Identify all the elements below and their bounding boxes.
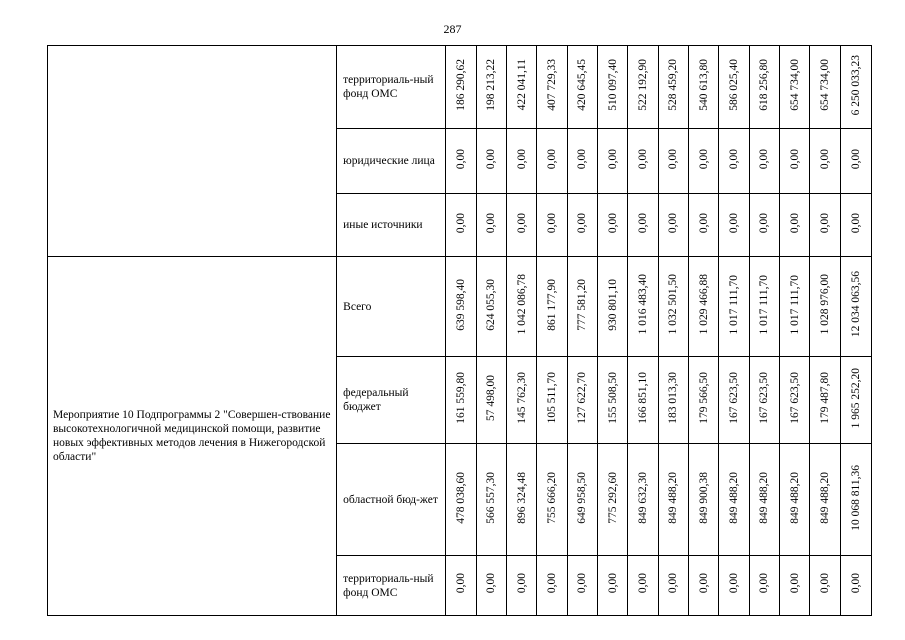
value-text: 849 632,30 <box>636 471 649 524</box>
value-text: 1 032 501,50 <box>667 274 680 335</box>
value-text: 1 017 111,70 <box>758 274 771 335</box>
value-text: 422 041,11 <box>515 59 528 111</box>
value-cell <box>597 194 627 257</box>
value-text: 478 038,60 <box>455 471 467 524</box>
value-cell <box>719 357 749 444</box>
value-cell <box>628 194 658 257</box>
table-body <box>48 46 872 616</box>
value-cell <box>628 46 658 129</box>
value-cell <box>567 46 597 129</box>
value-cell <box>507 556 537 616</box>
value-cell <box>476 46 506 129</box>
value-cell <box>476 257 506 357</box>
value-cell <box>688 444 718 556</box>
value-text: 0,00 <box>576 573 589 594</box>
value-text: 0,00 <box>606 212 619 234</box>
value-cell <box>476 194 506 257</box>
value-text: 0,00 <box>818 573 831 594</box>
value-text: 127 622,70 <box>576 372 589 424</box>
value-cell <box>597 556 627 616</box>
value-cell <box>507 194 537 257</box>
value-cell <box>719 257 749 357</box>
value-text: 528 459,20 <box>667 59 680 111</box>
value-cell <box>658 46 688 129</box>
value-cell <box>749 194 779 257</box>
value-text: 566 557,30 <box>485 471 498 524</box>
value-text: 0,00 <box>697 148 710 170</box>
total-value-cell <box>840 46 871 129</box>
value-text: 0,00 <box>667 573 680 594</box>
value-cell <box>446 357 476 444</box>
value-cell <box>779 129 809 194</box>
value-text: 639 598,40 <box>455 278 467 331</box>
value-cell <box>446 444 476 556</box>
value-cell <box>537 444 567 556</box>
value-text: 0,00 <box>576 148 589 170</box>
value-text: 0,00 <box>727 212 740 234</box>
value-text: 0,00 <box>788 148 801 170</box>
value-text: 167 623,50 <box>727 372 740 424</box>
value-text: 166 851,10 <box>636 372 649 424</box>
value-text: 0,00 <box>849 573 862 594</box>
value-cell <box>537 257 567 357</box>
value-text: 0,00 <box>849 212 862 234</box>
total-value-cell <box>840 129 871 194</box>
value-cell <box>567 194 597 257</box>
value-cell <box>719 129 749 194</box>
value-cell <box>810 444 840 556</box>
value-text: 0,00 <box>758 573 771 594</box>
source-cell: юридические лица <box>337 129 446 194</box>
value-cell <box>719 444 749 556</box>
value-text: 0,00 <box>727 573 740 594</box>
value-text: 186 290,62 <box>455 59 467 111</box>
value-text: 0,00 <box>758 212 771 234</box>
value-text: 179 487,80 <box>818 372 831 424</box>
source-cell: федеральный бюджет <box>337 357 446 444</box>
total-value-cell <box>840 556 871 616</box>
value-text: 10 068 811,36 <box>849 464 862 531</box>
value-cell <box>688 556 718 616</box>
value-text: 849 488,20 <box>727 471 740 524</box>
value-cell <box>779 444 809 556</box>
value-cell <box>628 129 658 194</box>
total-value-cell <box>840 194 871 257</box>
value-cell <box>507 257 537 357</box>
value-text: 145 762,30 <box>515 372 528 424</box>
value-cell <box>658 129 688 194</box>
value-cell <box>537 556 567 616</box>
total-value-cell <box>840 357 871 444</box>
value-cell <box>688 257 718 357</box>
value-text: 0,00 <box>636 212 649 234</box>
value-cell <box>507 444 537 556</box>
value-text: 161 559,80 <box>455 372 467 424</box>
value-text: 1 017 111,70 <box>788 274 801 335</box>
value-cell <box>537 46 567 129</box>
value-cell <box>749 257 779 357</box>
value-text: 1 028 976,00 <box>818 274 831 335</box>
value-cell <box>537 129 567 194</box>
value-cell <box>628 357 658 444</box>
value-cell <box>446 194 476 257</box>
value-text: 0,00 <box>576 212 589 234</box>
value-cell <box>779 357 809 444</box>
source-cell: областной бюд-жет <box>337 444 446 556</box>
value-text: 777 581,20 <box>576 278 589 331</box>
value-text: 155 508,50 <box>606 372 619 424</box>
value-text: 0,00 <box>515 212 528 234</box>
value-cell <box>567 556 597 616</box>
value-text: 0,00 <box>758 148 771 170</box>
value-text: 0,00 <box>636 148 649 170</box>
value-text: 1 017 111,70 <box>727 274 740 335</box>
value-text: 775 292,60 <box>606 471 619 524</box>
value-text: 1 042 086,78 <box>515 274 528 335</box>
value-text: 849 488,20 <box>758 471 771 524</box>
value-text: 896 324,48 <box>515 471 528 524</box>
value-cell <box>446 556 476 616</box>
value-text: 1 029 466,88 <box>697 274 710 335</box>
value-text: 0,00 <box>697 212 710 234</box>
value-cell <box>446 46 476 129</box>
table-row <box>48 257 872 357</box>
value-text: 861 177,90 <box>545 278 558 331</box>
value-cell <box>719 194 749 257</box>
value-cell <box>749 129 779 194</box>
value-cell <box>628 444 658 556</box>
value-text: 0,00 <box>788 573 801 594</box>
value-text: 654 734,00 <box>818 59 831 111</box>
value-text: 0,00 <box>818 212 831 234</box>
value-cell <box>476 357 506 444</box>
value-cell <box>537 357 567 444</box>
value-cell <box>779 556 809 616</box>
value-text: 0,00 <box>515 148 528 170</box>
value-cell <box>719 46 749 129</box>
value-text: 0,00 <box>849 148 862 170</box>
value-cell <box>567 257 597 357</box>
value-text: 167 623,50 <box>788 372 801 424</box>
value-text: 407 729,33 <box>545 59 558 111</box>
value-text: 0,00 <box>455 148 467 170</box>
value-text: 420 645,45 <box>576 59 589 111</box>
value-text: 649 958,50 <box>576 471 589 524</box>
value-text: 849 488,20 <box>667 471 680 524</box>
value-text: 105 511,70 <box>545 372 558 424</box>
value-text: 1 016 483,40 <box>636 274 649 335</box>
value-text: 0,00 <box>545 212 558 234</box>
value-cell <box>628 556 658 616</box>
value-text: 0,00 <box>485 148 498 170</box>
value-cell <box>658 194 688 257</box>
value-text: 0,00 <box>667 148 680 170</box>
value-text: 0,00 <box>515 573 528 594</box>
value-text: 0,00 <box>545 148 558 170</box>
value-text: 618 256,80 <box>758 59 771 111</box>
value-text: 0,00 <box>667 212 680 234</box>
value-text: 57 498,00 <box>485 375 498 421</box>
value-cell <box>628 257 658 357</box>
value-cell <box>567 357 597 444</box>
value-text: 0,00 <box>606 148 619 170</box>
value-text: 198 213,22 <box>485 59 498 111</box>
value-text: 0,00 <box>545 573 558 594</box>
value-cell <box>658 556 688 616</box>
total-value-cell <box>840 444 871 556</box>
activity-label: Мероприятие 10 Подпрограммы 2 "Совершен-ствование высокотехнологичной медицинской помощи, развитие новых эффективных методов лечения в Нижегородской области" <box>48 257 337 616</box>
value-cell <box>567 129 597 194</box>
value-text: 0,00 <box>636 573 649 594</box>
value-cell <box>537 194 567 257</box>
value-text: 849 488,20 <box>788 471 801 524</box>
value-cell <box>810 357 840 444</box>
value-text: 179 566,50 <box>697 372 710 424</box>
source-cell: иные источники <box>337 194 446 257</box>
value-cell <box>779 257 809 357</box>
value-cell <box>749 444 779 556</box>
value-cell <box>688 129 718 194</box>
value-cell <box>597 129 627 194</box>
value-text: 183 013,30 <box>667 372 680 424</box>
value-cell <box>810 46 840 129</box>
prev-activity-continuation-cell <box>48 46 337 257</box>
value-text: 654 734,00 <box>788 59 801 111</box>
value-cell <box>688 194 718 257</box>
value-cell <box>476 556 506 616</box>
source-cell: территориаль-ный фонд ОМС <box>337 46 446 129</box>
value-text: 540 613,80 <box>697 59 710 111</box>
value-cell <box>779 46 809 129</box>
value-cell <box>810 556 840 616</box>
value-cell <box>507 357 537 444</box>
value-cell <box>810 129 840 194</box>
value-cell <box>810 194 840 257</box>
value-cell <box>507 129 537 194</box>
value-text: 0,00 <box>818 148 831 170</box>
value-cell <box>446 257 476 357</box>
value-cell <box>476 444 506 556</box>
source-cell: Всего <box>337 257 446 357</box>
value-text: 0,00 <box>697 573 710 594</box>
table-row <box>48 46 872 129</box>
source-cell: территориаль-ный фонд ОМС <box>337 556 446 616</box>
value-text: 0,00 <box>455 573 467 594</box>
value-cell <box>779 194 809 257</box>
value-text: 1 965 252,20 <box>849 367 862 429</box>
value-cell <box>597 444 627 556</box>
value-text: 849 488,20 <box>818 471 831 524</box>
value-cell <box>476 129 506 194</box>
value-text: 0,00 <box>485 212 498 234</box>
value-text: 0,00 <box>455 212 467 234</box>
value-cell <box>597 357 627 444</box>
value-cell <box>658 444 688 556</box>
value-text: 930 801,10 <box>606 278 619 331</box>
value-text: 167 623,50 <box>758 372 771 424</box>
value-text: 6 250 033,23 <box>849 54 862 116</box>
value-cell <box>688 357 718 444</box>
value-cell <box>749 357 779 444</box>
value-text: 624 055,30 <box>485 278 498 331</box>
value-cell <box>719 556 749 616</box>
funding-table <box>47 45 872 616</box>
value-cell <box>597 257 627 357</box>
value-text: 755 666,20 <box>545 471 558 524</box>
value-text: 586 025,40 <box>727 59 740 111</box>
value-text: 0,00 <box>606 573 619 594</box>
page-number: 287 <box>443 22 462 36</box>
value-cell <box>688 46 718 129</box>
value-cell <box>749 46 779 129</box>
value-cell <box>507 46 537 129</box>
value-cell <box>446 129 476 194</box>
value-cell <box>749 556 779 616</box>
value-cell <box>810 257 840 357</box>
value-text: 510 097,40 <box>606 59 619 111</box>
value-text: 0,00 <box>727 148 740 170</box>
value-cell <box>597 46 627 129</box>
total-value-cell <box>840 257 871 357</box>
value-cell <box>658 257 688 357</box>
value-cell <box>567 444 597 556</box>
value-text: 0,00 <box>485 573 498 594</box>
value-text: 849 900,38 <box>697 471 710 524</box>
value-text: 0,00 <box>788 212 801 234</box>
value-text: 12 034 063,56 <box>849 271 862 338</box>
value-text: 522 192,90 <box>636 59 649 111</box>
value-cell <box>658 357 688 444</box>
